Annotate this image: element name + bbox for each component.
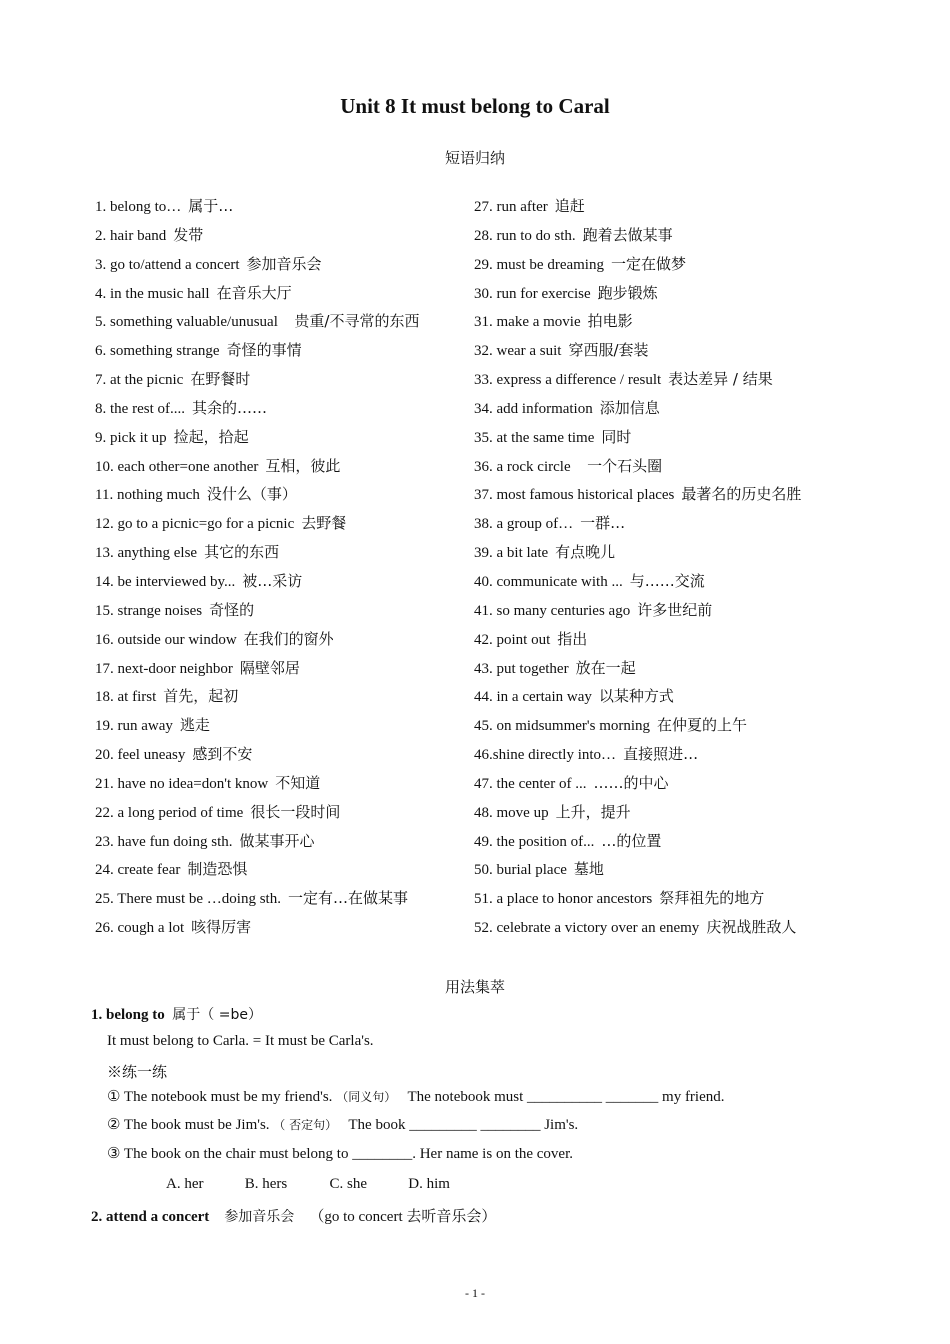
phrase-english: 28. run to do sth. bbox=[474, 227, 576, 244]
phrase-chinese: 跑着去做某事 bbox=[582, 225, 673, 244]
phrase-chinese: 直接照进… bbox=[623, 745, 699, 764]
phrase-chinese: 上升，提升 bbox=[555, 802, 631, 821]
choice-c: C. she bbox=[329, 1176, 367, 1192]
phrase-english: 21. have no idea=don't know bbox=[95, 775, 269, 792]
phrase-english: 4. in the music hall bbox=[95, 285, 210, 302]
page-number: - 1 - bbox=[465, 1286, 485, 1300]
phrase-chinese: …的位置 bbox=[601, 831, 662, 850]
phrase-item bbox=[474, 252, 914, 281]
phrase-item bbox=[474, 482, 914, 511]
phrase-item bbox=[474, 857, 914, 886]
phrase-english: 29. must be dreaming bbox=[474, 256, 604, 273]
phrase-english: 34. add information bbox=[474, 400, 593, 417]
phrase-item bbox=[95, 252, 470, 281]
phrase-english: 50. burial place bbox=[474, 862, 567, 879]
phrase-item bbox=[95, 886, 470, 915]
phrase-english: 52. celebrate a victory over an enemy bbox=[474, 920, 700, 937]
phrase-english: 22. a long period of time bbox=[95, 804, 244, 821]
phrase-chinese: 许多世纪前 bbox=[637, 600, 713, 619]
phrase-english: 12. go to a picnic=go for a picnic bbox=[95, 516, 295, 533]
phrase-item bbox=[474, 829, 914, 858]
usage-2-header bbox=[91, 1205, 496, 1226]
phrase-item bbox=[95, 684, 470, 713]
phrase-chinese: 在音乐大厅 bbox=[216, 283, 292, 302]
phrase-item bbox=[95, 915, 470, 944]
practice-question-1 bbox=[107, 1087, 725, 1106]
phrase-chinese: 穿西服/套装 bbox=[568, 341, 649, 360]
phrase-chinese: 一定在做梦 bbox=[610, 254, 686, 273]
phrase-chinese: 捡起，拾起 bbox=[173, 427, 249, 446]
phrase-english: 15. strange noises bbox=[95, 602, 203, 619]
phrase-chinese: 指出 bbox=[557, 629, 588, 648]
phrase-english: 47. the center of ... bbox=[474, 775, 587, 792]
phrase-english: 14. be interviewed by... bbox=[95, 573, 236, 590]
phrase-chinese: 奇怪的事情 bbox=[226, 341, 302, 360]
phrase-item bbox=[95, 511, 470, 540]
phrase-chinese: 互相，彼此 bbox=[265, 456, 341, 475]
phrase-english: 46.shine directly into… bbox=[474, 747, 617, 764]
phrase-item bbox=[95, 627, 470, 656]
phrase-item bbox=[95, 656, 470, 685]
phrase-item bbox=[474, 684, 914, 713]
phrase-chinese: 去野餐 bbox=[301, 514, 347, 533]
phrase-english: 6. something strange bbox=[95, 343, 220, 360]
phrase-chinese: 以某种方式 bbox=[598, 687, 674, 706]
phrase-chinese: 其它的东西 bbox=[204, 543, 280, 562]
phrase-chinese: 首先，起初 bbox=[163, 687, 239, 706]
phrase-chinese: 属于… bbox=[188, 197, 234, 215]
phrase-chinese: 逃走 bbox=[179, 716, 210, 735]
phrase-english: 36. a rock circle bbox=[474, 458, 571, 475]
phrase-english: 1. belong to… bbox=[95, 199, 182, 215]
usage-note: （go to concert 去听音乐会） bbox=[309, 1209, 497, 1225]
phrase-item bbox=[474, 367, 914, 396]
phrase-item bbox=[95, 482, 470, 511]
phrase-item bbox=[474, 194, 914, 223]
usage-term: 1. belong to bbox=[91, 1007, 165, 1023]
phrase-item bbox=[474, 915, 914, 944]
phrase-chinese: 做某事开心 bbox=[239, 831, 315, 850]
section-heading-usage: 用法集萃 bbox=[444, 978, 505, 996]
phrase-item bbox=[474, 309, 914, 338]
phrase-chinese: 同时 bbox=[601, 427, 632, 446]
phrase-english: 25. There must be …doing sth. bbox=[95, 891, 281, 908]
phrase-item bbox=[474, 223, 914, 252]
phrase-english: 44. in a certain way bbox=[474, 689, 592, 706]
phrase-english: 7. at the picnic bbox=[95, 372, 184, 389]
phrase-item bbox=[95, 338, 470, 367]
phrase-chinese: 隔壁邻居 bbox=[239, 658, 300, 677]
phrase-chinese: 在野餐时 bbox=[190, 370, 251, 389]
phrase-chinese: 一定有…在做某事 bbox=[287, 889, 408, 908]
question-text: ① The notebook must be my friend's. bbox=[107, 1089, 333, 1105]
phrase-item bbox=[95, 281, 470, 310]
phrase-item bbox=[474, 800, 914, 829]
phrase-item bbox=[474, 338, 914, 367]
phrase-english: 33. express a difference / result bbox=[474, 372, 662, 389]
phrase-item bbox=[474, 281, 914, 310]
phrase-english: 17. next-door neighbor bbox=[95, 660, 233, 677]
phrase-chinese: 最著名的历史名胜 bbox=[681, 485, 802, 504]
phrase-english: 24. create fear bbox=[95, 862, 181, 879]
question-text: ② The book must be Jim's. bbox=[107, 1117, 270, 1133]
phrase-item bbox=[95, 771, 470, 800]
phrase-chinese: 发带 bbox=[173, 225, 204, 244]
practice-question-3: ③ The book on the chair must belong to ________. Her name is on the cover. bbox=[107, 1146, 573, 1162]
phrase-english: 10. each other=one another bbox=[95, 458, 259, 475]
phrase-item bbox=[474, 886, 914, 915]
phrase-chinese: 不知道 bbox=[275, 773, 321, 792]
phrase-english: 19. run away bbox=[95, 718, 173, 735]
phrase-chinese: 追赶 bbox=[554, 197, 585, 215]
phrase-item bbox=[474, 713, 914, 742]
phrase-english: 16. outside our window bbox=[95, 631, 237, 648]
phrase-item bbox=[95, 194, 470, 223]
phrase-chinese: 表达差异 / 结果 bbox=[668, 370, 773, 389]
page-title: Unit 8 It must belong to Caral bbox=[340, 94, 610, 118]
phrase-item bbox=[95, 540, 470, 569]
question-instruction: （ 否定句） bbox=[273, 1118, 338, 1132]
usage-meaning: 属于（ =be） bbox=[172, 1007, 262, 1023]
phrase-item bbox=[95, 396, 470, 425]
phrase-english: 40. communicate with ... bbox=[474, 573, 623, 590]
phrase-english: 49. the position of... bbox=[474, 833, 595, 850]
phrase-item bbox=[474, 540, 914, 569]
phrase-english: 32. wear a suit bbox=[474, 343, 562, 360]
phrase-item bbox=[95, 454, 470, 483]
phrase-item bbox=[474, 396, 914, 425]
phrase-item bbox=[95, 713, 470, 742]
practice-question-2 bbox=[107, 1115, 578, 1134]
phrase-chinese: 添加信息 bbox=[599, 398, 660, 417]
phrase-english: 23. have fun doing sth. bbox=[95, 833, 233, 850]
phrase-chinese: 咳得厉害 bbox=[191, 918, 252, 937]
phrase-chinese: 有点晚儿 bbox=[555, 543, 616, 562]
phrase-chinese: 其余的…… bbox=[191, 398, 267, 417]
choice-a: A. her bbox=[166, 1176, 204, 1192]
phrase-english: 51. a place to honor ancestors bbox=[474, 891, 653, 908]
answer-choices bbox=[166, 1176, 450, 1193]
phrase-chinese: 跑步锻炼 bbox=[597, 283, 658, 302]
phrase-item bbox=[474, 511, 914, 540]
phrase-chinese: 一群… bbox=[580, 514, 626, 533]
phrase-english: 2. hair band bbox=[95, 227, 167, 244]
phrase-english: 38. a group of… bbox=[474, 516, 574, 533]
phrase-english: 13. anything else bbox=[95, 545, 198, 562]
choice-b: B. hers bbox=[244, 1176, 288, 1192]
phrase-item bbox=[95, 367, 470, 396]
phrase-english: 26. cough a lot bbox=[95, 920, 185, 937]
phrase-english: 41. so many centuries ago bbox=[474, 602, 631, 619]
phrase-english: 37. most famous historical places bbox=[474, 487, 675, 504]
phrase-chinese: 没什么（事） bbox=[206, 485, 297, 504]
phrase-item bbox=[474, 598, 914, 627]
question-blank-sentence: The notebook must __________ _______ my friend. bbox=[407, 1089, 725, 1105]
phrase-item bbox=[95, 425, 470, 454]
practice-label: ※练一练 bbox=[107, 1065, 168, 1081]
phrase-item bbox=[474, 454, 914, 483]
phrase-item bbox=[474, 656, 914, 685]
phrase-chinese: 在仲夏的上午 bbox=[657, 716, 748, 735]
phrase-item bbox=[474, 771, 914, 800]
question-blank-sentence: The book _________ ________ Jim's. bbox=[348, 1117, 579, 1133]
phrase-chinese: 奇怪的 bbox=[209, 600, 255, 619]
phrase-item bbox=[95, 800, 470, 829]
phrase-item bbox=[474, 742, 914, 771]
phrase-english: 11. nothing much bbox=[95, 487, 200, 504]
usage-1-header bbox=[91, 1004, 262, 1024]
phrase-item bbox=[95, 829, 470, 858]
phrase-item bbox=[95, 223, 470, 252]
phrase-list-right bbox=[474, 194, 914, 944]
phrase-item bbox=[95, 598, 470, 627]
phrase-item bbox=[95, 569, 470, 598]
usage-example: It must belong to Carla. = It must be Carla's. bbox=[107, 1033, 374, 1049]
phrase-item bbox=[474, 425, 914, 454]
phrase-chinese: 感到不安 bbox=[192, 745, 253, 764]
phrase-item bbox=[95, 742, 470, 771]
phrase-chinese: 参加音乐会 bbox=[246, 254, 322, 273]
phrase-chinese: 被…采访 bbox=[242, 571, 303, 590]
phrase-item bbox=[474, 627, 914, 656]
choice-d: D. him bbox=[408, 1176, 450, 1192]
phrase-english: 18. at first bbox=[95, 689, 157, 706]
phrase-item bbox=[95, 309, 470, 338]
phrase-item bbox=[95, 857, 470, 886]
phrase-chinese: 贵重/不寻常的东西 bbox=[284, 312, 420, 331]
phrase-english: 43. put together bbox=[474, 660, 569, 677]
phrase-english: 20. feel uneasy bbox=[95, 747, 186, 764]
phrase-english: 27. run after bbox=[474, 199, 548, 215]
phrase-chinese: 很长一段时间 bbox=[250, 802, 341, 821]
phrase-english: 42. point out bbox=[474, 631, 551, 648]
phrase-english: 5. something valuable/unusual bbox=[95, 314, 278, 331]
phrase-list-left bbox=[95, 194, 470, 944]
phrase-english: 9. pick it up bbox=[95, 429, 167, 446]
phrase-item bbox=[474, 569, 914, 598]
phrase-english: 45. on midsummer's morning bbox=[474, 718, 651, 735]
phrase-english: 3. go to/attend a concert bbox=[95, 256, 240, 273]
phrase-english: 30. run for exercise bbox=[474, 285, 591, 302]
phrase-english: 48. move up bbox=[474, 804, 549, 821]
phrase-chinese: 拍电影 bbox=[587, 312, 633, 331]
phrase-chinese: 制造恐惧 bbox=[187, 860, 248, 879]
phrase-english: 8. the rest of.... bbox=[95, 400, 185, 417]
phrase-english: 35. at the same time bbox=[474, 429, 595, 446]
phrase-chinese: 墓地 bbox=[573, 860, 604, 879]
phrase-chinese: 一个石头圈 bbox=[577, 456, 663, 475]
usage-term: 2. attend a concert bbox=[91, 1209, 210, 1225]
phrase-chinese: 祭拜祖先的地方 bbox=[659, 889, 765, 908]
section-heading-phrases: 短语归纳 bbox=[444, 149, 505, 167]
phrase-chinese: 放在一起 bbox=[575, 658, 636, 677]
phrase-chinese: ……的中心 bbox=[593, 773, 669, 792]
phrase-chinese: 与……交流 bbox=[629, 571, 705, 590]
phrase-english: 39. a bit late bbox=[474, 545, 549, 562]
phrase-chinese: 在我们的窗外 bbox=[243, 629, 334, 648]
usage-meaning: 参加音乐会 bbox=[224, 1209, 295, 1225]
phrase-chinese: 庆祝战胜敌人 bbox=[706, 918, 797, 937]
question-instruction: （同义句） bbox=[336, 1090, 397, 1104]
phrase-english: 31. make a movie bbox=[474, 314, 581, 331]
